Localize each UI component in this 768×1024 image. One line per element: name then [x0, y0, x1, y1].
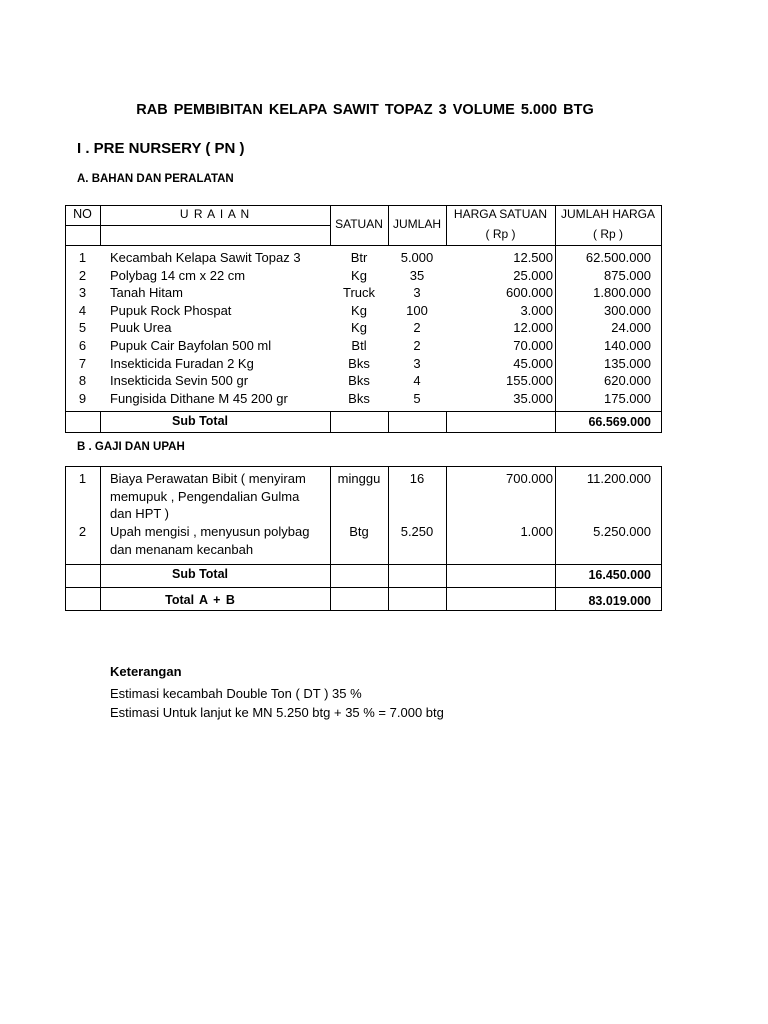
row-jumlah: 5.250	[400, 524, 434, 539]
note-line: Estimasi Untuk lanjut ke MN 5.250 btg + 35 % = 7.000 btg	[110, 705, 444, 720]
row-satuan: Truck	[342, 285, 376, 301]
row-no: 6	[78, 338, 87, 353]
row-uraian: Insekticida Sevin 500 gr	[110, 373, 249, 389]
row-uraian: Pupuk Cair Bayfolan 500 ml	[110, 338, 272, 353]
row-uraian: Puuk Urea	[110, 320, 172, 336]
row-total: 62.500.000	[585, 250, 651, 265]
subtotal-a-label: Sub Total	[171, 414, 228, 428]
notes-heading: Keterangan	[110, 664, 182, 679]
row-no: 2	[78, 524, 87, 539]
subtotal-a-value: 66.569.000	[588, 415, 651, 429]
row-satuan: Btg	[349, 524, 369, 539]
row-jumlah: 35	[409, 267, 425, 283]
row-uraian-line: dan HPT )	[110, 506, 170, 522]
row-jumlah: 5	[413, 390, 421, 406]
row-satuan: Btr	[350, 250, 368, 265]
row-satuan: Kg	[351, 267, 367, 283]
note-line: Estimasi kecambah Double Ton ( DT ) 35 %	[110, 686, 362, 701]
header-harga-unit: ( Rp )	[485, 227, 516, 241]
row-jumlah: 3	[413, 355, 421, 371]
row-harga: 25.000	[513, 267, 553, 283]
row-jumlah: 2	[413, 320, 421, 336]
section-heading: I . PRE NURSERY ( PN )	[77, 140, 245, 157]
header-jumlah-harga: JUMLAH HARGA	[560, 207, 655, 221]
row-no: 1	[78, 250, 87, 265]
row-uraian: Tanah Hitam	[110, 285, 183, 301]
row-uraian: Insekticida Furadan 2 Kg	[110, 355, 254, 371]
row-satuan: Bks	[348, 355, 370, 371]
row-harga: 1.000	[520, 524, 553, 539]
row-satuan: minggu	[337, 471, 381, 486]
row-no: 9	[78, 390, 87, 406]
row-total: 300.000	[604, 302, 651, 318]
row-satuan: Kg	[351, 302, 367, 318]
row-harga: 700.000	[506, 471, 553, 486]
row-uraian: Pupuk Rock Phospat	[110, 302, 232, 318]
row-harga: 12.000	[513, 320, 553, 336]
header-jumlah: JUMLAH	[392, 217, 441, 231]
row-uraian-line: Upah mengisi , menyusun polybag	[110, 524, 310, 539]
row-jumlah: 4	[413, 373, 421, 389]
row-no: 8	[78, 373, 87, 389]
row-harga: 35.000	[513, 390, 553, 406]
header-jumlah-unit: ( Rp )	[593, 227, 623, 241]
page-title: RAB PEMBIBITAN KELAPA SAWIT TOPAZ 3 VOLUME 5.000 BTG	[136, 102, 594, 118]
row-total: 175.000	[604, 390, 651, 406]
row-harga: 155.000	[506, 373, 553, 389]
row-jumlah: 2	[413, 338, 421, 353]
row-uraian-line: dan menanam kecanbah	[110, 541, 254, 557]
header-uraian: U R A I A N	[179, 207, 251, 221]
row-harga: 12.500	[513, 250, 553, 265]
row-total: 11.200.000	[586, 471, 651, 486]
row-uraian-line: memupuk , Pengendalian Gulma	[110, 488, 300, 504]
row-jumlah: 100	[406, 302, 428, 318]
row-total: 1.800.000	[593, 285, 651, 301]
row-uraian-line: Biaya Perawatan Bibit ( menyiram	[110, 471, 306, 486]
row-jumlah: 5.000	[400, 250, 434, 265]
grand-total-value: 83.019.000	[588, 594, 651, 608]
row-satuan: Btl	[351, 338, 367, 353]
header-harga-satuan: HARGA SATUAN	[453, 207, 548, 221]
row-jumlah: 16	[409, 471, 425, 486]
row-total: 24.000	[611, 320, 651, 336]
row-harga: 45.000	[513, 355, 553, 371]
row-no: 3	[78, 285, 87, 301]
row-no: 5	[78, 320, 87, 336]
row-total: 875.000	[604, 267, 651, 283]
row-no: 4	[78, 302, 87, 318]
subtotal-b-value: 16.450.000	[588, 568, 651, 582]
subtotal-b-label: Sub Total	[171, 567, 228, 581]
part-a-heading: A. BAHAN DAN PERALATAN	[77, 173, 234, 185]
row-harga: 70.000	[513, 338, 553, 353]
row-total: 5.250.000	[593, 524, 651, 539]
row-total: 135.000	[604, 355, 651, 371]
header-no: NO	[73, 207, 92, 221]
row-no: 1	[78, 471, 87, 486]
header-satuan: SATUAN	[335, 217, 383, 231]
row-total: 140.000	[604, 338, 651, 353]
part-b-heading: B . GAJI DAN UPAH	[77, 441, 185, 453]
row-uraian: Fungisida Dithane M 45 200 gr	[110, 390, 288, 406]
row-harga: 600.000	[506, 285, 553, 301]
row-harga: 3.000	[520, 302, 553, 318]
row-no: 7	[78, 355, 87, 371]
row-uraian: Polybag 14 cm x 22 cm	[110, 267, 246, 283]
row-satuan: Kg	[351, 320, 367, 336]
row-satuan: Bks	[348, 390, 370, 406]
row-uraian: Kecambah Kelapa Sawit Topaz 3	[110, 250, 301, 265]
row-jumlah: 3	[413, 285, 421, 301]
row-total: 620.000	[604, 373, 651, 389]
grand-total-label: Total A + B	[165, 593, 235, 607]
row-satuan: Bks	[348, 373, 370, 389]
row-no: 2	[78, 267, 87, 283]
